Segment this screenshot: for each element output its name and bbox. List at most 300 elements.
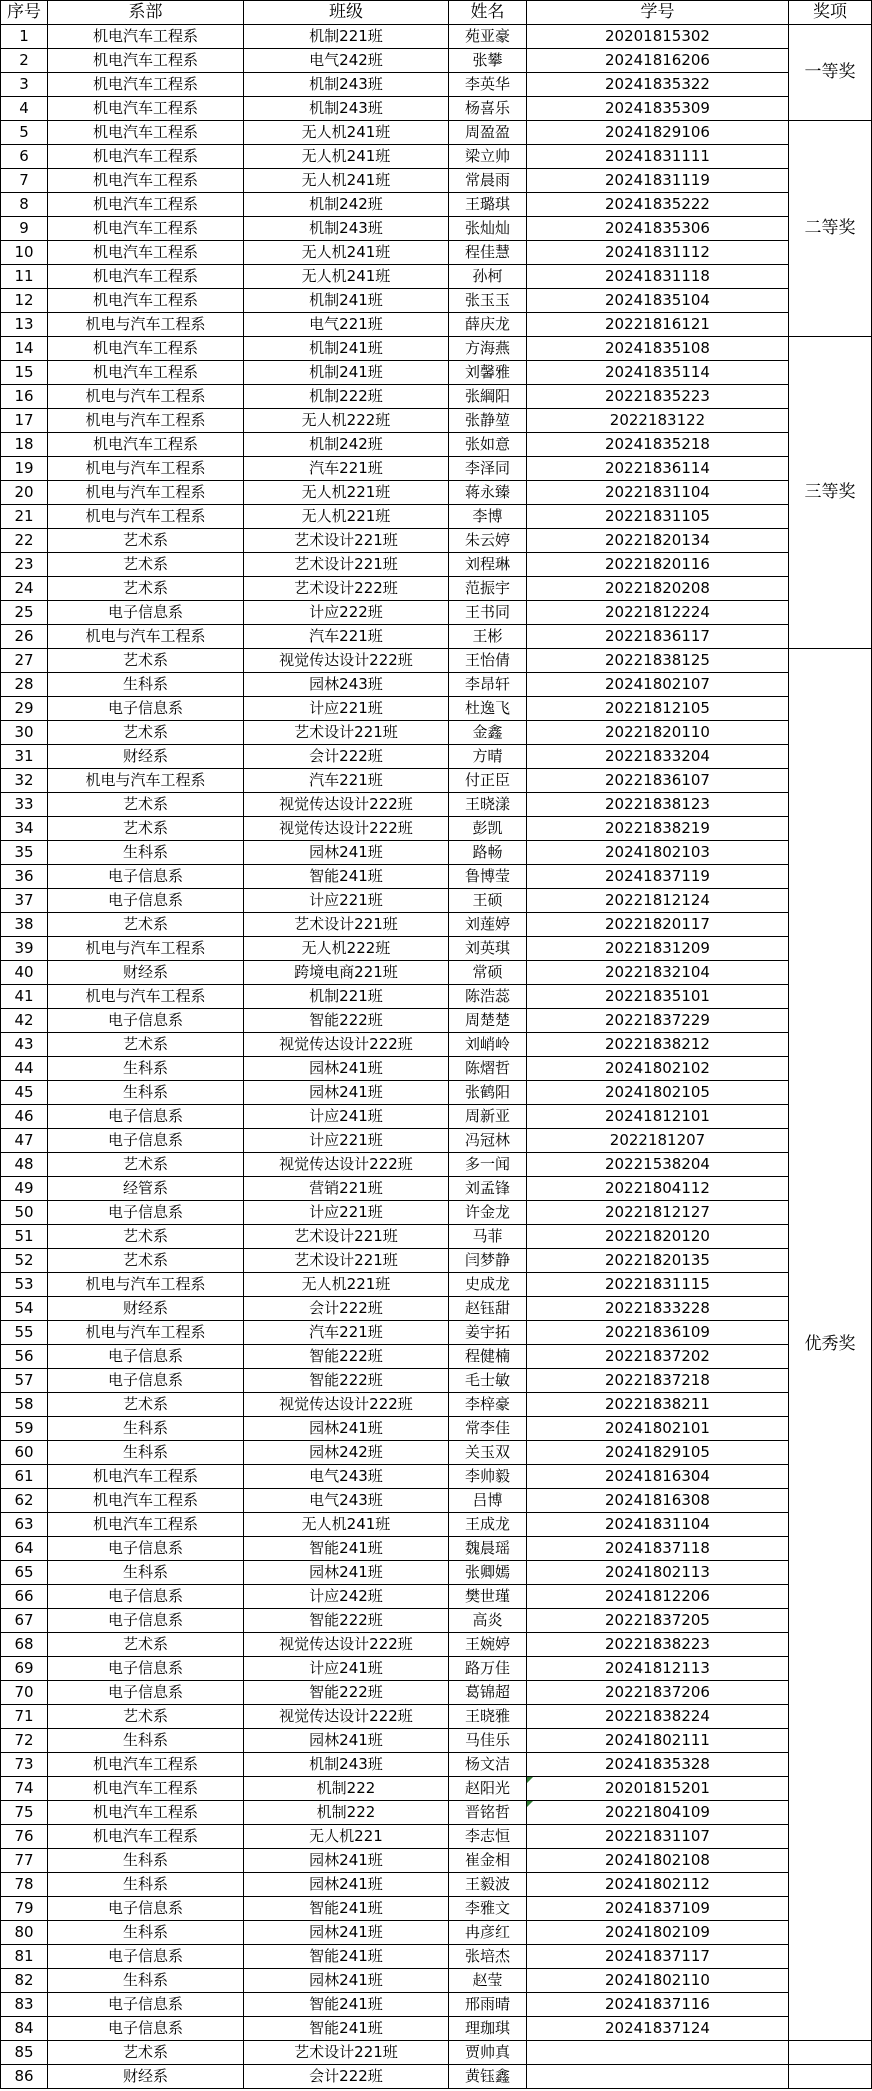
cell-index[interactable]: 24 (1, 577, 48, 601)
cell-class[interactable]: 智能222班 (244, 1681, 449, 1705)
cell-class[interactable]: 视觉传达设计222班 (244, 1633, 449, 1657)
cell-name[interactable]: 李博 (449, 505, 527, 529)
cell-class[interactable]: 园林241班 (244, 1873, 449, 1897)
cell-index[interactable]: 68 (1, 1633, 48, 1657)
cell-sid[interactable]: 20221538204 (527, 1153, 789, 1177)
cell-class[interactable]: 机制243班 (244, 217, 449, 241)
cell-name[interactable]: 张玉玉 (449, 289, 527, 313)
cell-name[interactable]: 贾帅真 (449, 2041, 527, 2065)
cell-sid[interactable]: 20241802108 (527, 1849, 789, 1873)
cell-award[interactable]: 优秀奖 (789, 649, 872, 2041)
cell-name[interactable]: 张卿嫣 (449, 1561, 527, 1585)
cell-department[interactable]: 机电与汽车工程系 (48, 1321, 244, 1345)
cell-name[interactable]: 苑亚豪 (449, 25, 527, 49)
cell-index[interactable]: 45 (1, 1081, 48, 1105)
cell-name[interactable]: 张鹤阳 (449, 1081, 527, 1105)
cell-index[interactable]: 67 (1, 1609, 48, 1633)
cell-class[interactable]: 机制221班 (244, 985, 449, 1009)
cell-department[interactable]: 机电汽车工程系 (48, 217, 244, 241)
cell-class[interactable]: 视觉传达设计222班 (244, 817, 449, 841)
cell-index[interactable]: 29 (1, 697, 48, 721)
cell-department[interactable]: 生科系 (48, 673, 244, 697)
cell-sid[interactable]: 20221836114 (527, 457, 789, 481)
cell-sid[interactable]: 20221820208 (527, 577, 789, 601)
cell-index[interactable]: 77 (1, 1849, 48, 1873)
cell-class[interactable]: 跨境电商221班 (244, 961, 449, 985)
cell-name[interactable]: 王书同 (449, 601, 527, 625)
cell-name[interactable]: 陈熠哲 (449, 1057, 527, 1081)
cell-name[interactable]: 蒋永臻 (449, 481, 527, 505)
header-cell-index[interactable]: 序号 (1, 1, 48, 25)
cell-department[interactable]: 艺术系 (48, 1393, 244, 1417)
cell-sid[interactable]: 2022181207 (527, 1129, 789, 1153)
cell-name[interactable]: 程健楠 (449, 1345, 527, 1369)
cell-sid[interactable]: 20241831111 (527, 145, 789, 169)
cell-class[interactable]: 机制241班 (244, 361, 449, 385)
cell-index[interactable]: 72 (1, 1729, 48, 1753)
cell-sid[interactable]: 20221837229 (527, 1009, 789, 1033)
cell-class[interactable]: 无人机222班 (244, 937, 449, 961)
cell-sid[interactable]: 20221837202 (527, 1345, 789, 1369)
cell-department[interactable]: 电子信息系 (48, 1993, 244, 2017)
cell-name[interactable]: 赵钰甜 (449, 1297, 527, 1321)
cell-sid[interactable]: 20221831107 (527, 1825, 789, 1849)
header-cell-department[interactable]: 系部 (48, 1, 244, 25)
cell-class[interactable]: 艺术设计222班 (244, 577, 449, 601)
cell-department[interactable]: 机电汽车工程系 (48, 1753, 244, 1777)
cell-index[interactable]: 31 (1, 745, 48, 769)
cell-index[interactable]: 58 (1, 1393, 48, 1417)
cell-sid[interactable]: 20221838125 (527, 649, 789, 673)
cell-sid[interactable]: 20241816308 (527, 1489, 789, 1513)
cell-name[interactable]: 李梓豪 (449, 1393, 527, 1417)
cell-class[interactable]: 智能241班 (244, 1897, 449, 1921)
cell-index[interactable]: 59 (1, 1417, 48, 1441)
cell-sid[interactable]: 20221804109 (527, 1801, 789, 1825)
cell-class[interactable]: 机制243班 (244, 97, 449, 121)
cell-name[interactable]: 冉彦红 (449, 1921, 527, 1945)
cell-name[interactable]: 张灿灿 (449, 217, 527, 241)
cell-index[interactable]: 40 (1, 961, 48, 985)
cell-department[interactable]: 机电汽车工程系 (48, 25, 244, 49)
cell-sid[interactable]: 20221831105 (527, 505, 789, 529)
cell-sid[interactable]: 20241812113 (527, 1657, 789, 1681)
cell-index[interactable]: 4 (1, 97, 48, 121)
cell-name[interactable]: 李昂轩 (449, 673, 527, 697)
cell-index[interactable]: 5 (1, 121, 48, 145)
cell-sid[interactable]: 20241837118 (527, 1537, 789, 1561)
cell-index[interactable]: 50 (1, 1201, 48, 1225)
cell-name[interactable]: 闫梦静 (449, 1249, 527, 1273)
cell-class[interactable]: 智能241班 (244, 1993, 449, 2017)
cell-department[interactable]: 电子信息系 (48, 1369, 244, 1393)
cell-index[interactable]: 1 (1, 25, 48, 49)
cell-class[interactable]: 会计222班 (244, 745, 449, 769)
cell-sid[interactable]: 20221820120 (527, 1225, 789, 1249)
cell-class[interactable]: 计应241班 (244, 1105, 449, 1129)
cell-index[interactable]: 53 (1, 1273, 48, 1297)
cell-name[interactable]: 冯冠林 (449, 1129, 527, 1153)
cell-department[interactable]: 机电与汽车工程系 (48, 769, 244, 793)
cell-department[interactable]: 机电汽车工程系 (48, 1489, 244, 1513)
cell-sid[interactable]: 20221832104 (527, 961, 789, 985)
cell-sid[interactable]: 20221836109 (527, 1321, 789, 1345)
cell-name[interactable]: 葛锦超 (449, 1681, 527, 1705)
cell-department[interactable]: 经管系 (48, 1177, 244, 1201)
cell-department[interactable]: 艺术系 (48, 1225, 244, 1249)
cell-class[interactable]: 无人机221班 (244, 1273, 449, 1297)
cell-department[interactable]: 机电与汽车工程系 (48, 937, 244, 961)
cell-index[interactable]: 35 (1, 841, 48, 865)
header-cell-name[interactable]: 姓名 (449, 1, 527, 25)
cell-department[interactable]: 机电汽车工程系 (48, 1513, 244, 1537)
cell-department[interactable]: 艺术系 (48, 529, 244, 553)
cell-sid[interactable] (527, 2041, 789, 2065)
cell-class[interactable]: 园林241班 (244, 1081, 449, 1105)
cell-index[interactable]: 81 (1, 1945, 48, 1969)
cell-class[interactable]: 园林241班 (244, 1561, 449, 1585)
cell-sid[interactable]: 20241812206 (527, 1585, 789, 1609)
cell-class[interactable]: 智能241班 (244, 1537, 449, 1561)
cell-department[interactable]: 财经系 (48, 961, 244, 985)
cell-index[interactable]: 10 (1, 241, 48, 265)
cell-name[interactable]: 杨喜乐 (449, 97, 527, 121)
cell-name[interactable]: 张綱阳 (449, 385, 527, 409)
cell-class[interactable]: 园林241班 (244, 1729, 449, 1753)
cell-name[interactable]: 范振宇 (449, 577, 527, 601)
cell-sid[interactable]: 20241837109 (527, 1897, 789, 1921)
cell-class[interactable]: 机制222班 (244, 385, 449, 409)
cell-department[interactable]: 电子信息系 (48, 1945, 244, 1969)
cell-class[interactable]: 汽车221班 (244, 1321, 449, 1345)
cell-department[interactable]: 艺术系 (48, 1249, 244, 1273)
cell-name[interactable]: 王成龙 (449, 1513, 527, 1537)
cell-department[interactable]: 生科系 (48, 1873, 244, 1897)
cell-department[interactable]: 艺术系 (48, 577, 244, 601)
cell-sid[interactable]: 20221831209 (527, 937, 789, 961)
cell-index[interactable]: 26 (1, 625, 48, 649)
cell-index[interactable]: 7 (1, 169, 48, 193)
cell-index[interactable]: 71 (1, 1705, 48, 1729)
cell-name[interactable]: 刘馨雅 (449, 361, 527, 385)
cell-name[interactable]: 姜宇拓 (449, 1321, 527, 1345)
cell-department[interactable]: 生科系 (48, 1057, 244, 1081)
cell-index[interactable]: 83 (1, 1993, 48, 2017)
cell-class[interactable]: 智能222班 (244, 1369, 449, 1393)
cell-name[interactable]: 路畅 (449, 841, 527, 865)
cell-index[interactable]: 2 (1, 49, 48, 73)
cell-department[interactable]: 机电汽车工程系 (48, 97, 244, 121)
cell-name[interactable]: 王怡倩 (449, 649, 527, 673)
cell-sid[interactable]: 20241812101 (527, 1105, 789, 1129)
cell-sid[interactable]: 20241831118 (527, 265, 789, 289)
cell-department[interactable]: 艺术系 (48, 1153, 244, 1177)
cell-index[interactable]: 64 (1, 1537, 48, 1561)
cell-index[interactable]: 76 (1, 1825, 48, 1849)
cell-index[interactable]: 33 (1, 793, 48, 817)
cell-name[interactable]: 常硕 (449, 961, 527, 985)
cell-name[interactable]: 彭凯 (449, 817, 527, 841)
cell-index[interactable]: 84 (1, 2017, 48, 2041)
cell-department[interactable]: 艺术系 (48, 1633, 244, 1657)
cell-index[interactable]: 78 (1, 1873, 48, 1897)
cell-class[interactable]: 机制241班 (244, 337, 449, 361)
cell-index[interactable]: 54 (1, 1297, 48, 1321)
cell-index[interactable]: 86 (1, 2065, 48, 2089)
cell-sid[interactable]: 20241816304 (527, 1465, 789, 1489)
cell-index[interactable]: 42 (1, 1009, 48, 1033)
cell-index[interactable]: 75 (1, 1801, 48, 1825)
cell-class[interactable]: 视觉传达设计222班 (244, 1705, 449, 1729)
cell-index[interactable]: 14 (1, 337, 48, 361)
cell-department[interactable]: 机电汽车工程系 (48, 289, 244, 313)
cell-name[interactable]: 王毅波 (449, 1873, 527, 1897)
cell-class[interactable]: 视觉传达设计222班 (244, 1033, 449, 1057)
cell-name[interactable]: 金鑫 (449, 721, 527, 745)
cell-class[interactable]: 汽车221班 (244, 625, 449, 649)
cell-index[interactable]: 22 (1, 529, 48, 553)
cell-class[interactable]: 艺术设计221班 (244, 1225, 449, 1249)
cell-sid[interactable]: 20241837124 (527, 2017, 789, 2041)
cell-class[interactable]: 汽车221班 (244, 769, 449, 793)
cell-department[interactable]: 机电汽车工程系 (48, 193, 244, 217)
cell-sid[interactable]: 20241802103 (527, 841, 789, 865)
cell-class[interactable]: 无人机222班 (244, 409, 449, 433)
cell-sid[interactable]: 20241802107 (527, 673, 789, 697)
cell-department[interactable]: 机电汽车工程系 (48, 241, 244, 265)
cell-department[interactable]: 生科系 (48, 1969, 244, 1993)
cell-class[interactable]: 无人机221班 (244, 505, 449, 529)
cell-sid[interactable]: 20221838211 (527, 1393, 789, 1417)
cell-name[interactable]: 杜逸飞 (449, 697, 527, 721)
cell-class[interactable]: 无人机241班 (244, 145, 449, 169)
cell-class[interactable]: 园林242班 (244, 1441, 449, 1465)
cell-name[interactable]: 李英华 (449, 73, 527, 97)
cell-class[interactable]: 机制243班 (244, 73, 449, 97)
cell-index[interactable]: 8 (1, 193, 48, 217)
cell-sid[interactable]: 20221838224 (527, 1705, 789, 1729)
cell-sid[interactable]: 20221837206 (527, 1681, 789, 1705)
cell-name[interactable]: 常晨雨 (449, 169, 527, 193)
cell-name[interactable]: 多一闻 (449, 1153, 527, 1177)
cell-name[interactable]: 常李佳 (449, 1417, 527, 1441)
cell-class[interactable]: 机制222 (244, 1777, 449, 1801)
cell-name[interactable]: 崔金相 (449, 1849, 527, 1873)
cell-name[interactable]: 李泽同 (449, 457, 527, 481)
cell-department[interactable]: 机电与汽车工程系 (48, 1273, 244, 1297)
cell-name[interactable]: 理珈琪 (449, 2017, 527, 2041)
cell-department[interactable]: 生科系 (48, 1561, 244, 1585)
cell-name[interactable]: 鲁博莹 (449, 865, 527, 889)
cell-department[interactable]: 机电与汽车工程系 (48, 625, 244, 649)
header-cell-award[interactable]: 奖项 (789, 1, 872, 25)
cell-sid[interactable]: 20221816121 (527, 313, 789, 337)
cell-sid[interactable]: 20221820134 (527, 529, 789, 553)
cell-class[interactable]: 视觉传达设计222班 (244, 649, 449, 673)
cell-class[interactable]: 视觉传达设计222班 (244, 793, 449, 817)
cell-name[interactable]: 路万佳 (449, 1657, 527, 1681)
cell-sid[interactable]: 20221812105 (527, 697, 789, 721)
cell-sid[interactable]: 20241835328 (527, 1753, 789, 1777)
cell-sid[interactable]: 20241802112 (527, 1873, 789, 1897)
cell-department[interactable]: 机电汽车工程系 (48, 1777, 244, 1801)
cell-index[interactable]: 16 (1, 385, 48, 409)
cell-award[interactable]: 三等奖 (789, 337, 872, 649)
cell-sid[interactable]: 20201815201 (527, 1777, 789, 1801)
cell-index[interactable]: 30 (1, 721, 48, 745)
cell-class[interactable]: 机制242班 (244, 193, 449, 217)
cell-sid[interactable]: 20221838219 (527, 817, 789, 841)
cell-index[interactable]: 18 (1, 433, 48, 457)
cell-index[interactable]: 80 (1, 1921, 48, 1945)
cell-class[interactable]: 艺术设计221班 (244, 2041, 449, 2065)
cell-index[interactable]: 19 (1, 457, 48, 481)
cell-sid[interactable]: 20241835322 (527, 73, 789, 97)
cell-index[interactable]: 41 (1, 985, 48, 1009)
cell-department[interactable]: 艺术系 (48, 553, 244, 577)
cell-name[interactable]: 孙柯 (449, 265, 527, 289)
cell-index[interactable]: 3 (1, 73, 48, 97)
cell-name[interactable]: 刘孟锋 (449, 1177, 527, 1201)
cell-index[interactable]: 39 (1, 937, 48, 961)
cell-department[interactable]: 艺术系 (48, 649, 244, 673)
cell-department[interactable]: 艺术系 (48, 793, 244, 817)
cell-class[interactable]: 园林241班 (244, 1417, 449, 1441)
cell-department[interactable]: 财经系 (48, 1297, 244, 1321)
cell-sid[interactable]: 20221833204 (527, 745, 789, 769)
cell-name[interactable]: 关玉双 (449, 1441, 527, 1465)
cell-class[interactable]: 汽车221班 (244, 457, 449, 481)
cell-department[interactable]: 机电汽车工程系 (48, 337, 244, 361)
cell-class[interactable]: 计应221班 (244, 889, 449, 913)
cell-sid[interactable]: 20241835108 (527, 337, 789, 361)
cell-index[interactable]: 34 (1, 817, 48, 841)
cell-name[interactable]: 王晓雅 (449, 1705, 527, 1729)
cell-sid[interactable]: 2022183122 (527, 409, 789, 433)
cell-sid[interactable]: 20241829106 (527, 121, 789, 145)
cell-department[interactable]: 电子信息系 (48, 1657, 244, 1681)
cell-department[interactable]: 电子信息系 (48, 1009, 244, 1033)
cell-sid[interactable]: 20241835114 (527, 361, 789, 385)
cell-department[interactable]: 机电汽车工程系 (48, 49, 244, 73)
cell-department[interactable]: 机电汽车工程系 (48, 1465, 244, 1489)
cell-name[interactable]: 魏晨瑶 (449, 1537, 527, 1561)
cell-sid[interactable]: 20221836117 (527, 625, 789, 649)
cell-name[interactable]: 赵莹 (449, 1969, 527, 1993)
cell-sid[interactable]: 20201815302 (527, 25, 789, 49)
cell-index[interactable]: 20 (1, 481, 48, 505)
cell-sid[interactable]: 20241829105 (527, 1441, 789, 1465)
cell-name[interactable]: 王晓漾 (449, 793, 527, 817)
cell-index[interactable]: 74 (1, 1777, 48, 1801)
cell-name[interactable]: 李帅毅 (449, 1465, 527, 1489)
cell-sid[interactable]: 20241802110 (527, 1969, 789, 1993)
cell-class[interactable]: 会计222班 (244, 1297, 449, 1321)
cell-department[interactable]: 电子信息系 (48, 1681, 244, 1705)
cell-department[interactable]: 艺术系 (48, 817, 244, 841)
cell-name[interactable]: 邢雨晴 (449, 1993, 527, 2017)
cell-name[interactable]: 王硕 (449, 889, 527, 913)
cell-class[interactable]: 园林241班 (244, 1849, 449, 1873)
cell-name[interactable]: 张静堃 (449, 409, 527, 433)
cell-sid[interactable]: 20221831115 (527, 1273, 789, 1297)
cell-sid[interactable]: 20221836107 (527, 769, 789, 793)
cell-index[interactable]: 79 (1, 1897, 48, 1921)
cell-class[interactable]: 智能222班 (244, 1609, 449, 1633)
cell-sid[interactable]: 20241802102 (527, 1057, 789, 1081)
cell-sid[interactable]: 20241835222 (527, 193, 789, 217)
cell-award[interactable] (789, 2065, 872, 2089)
cell-name[interactable]: 周新亚 (449, 1105, 527, 1129)
cell-name[interactable]: 张攀 (449, 49, 527, 73)
cell-class[interactable]: 机制222 (244, 1801, 449, 1825)
cell-department[interactable]: 生科系 (48, 1729, 244, 1753)
cell-name[interactable]: 薛庆龙 (449, 313, 527, 337)
cell-sid[interactable]: 20221837218 (527, 1369, 789, 1393)
cell-class[interactable]: 艺术设计221班 (244, 553, 449, 577)
cell-sid[interactable]: 20241837119 (527, 865, 789, 889)
cell-department[interactable]: 电子信息系 (48, 2017, 244, 2041)
cell-name[interactable]: 高炎 (449, 1609, 527, 1633)
cell-department[interactable]: 机电与汽车工程系 (48, 313, 244, 337)
cell-class[interactable]: 机制241班 (244, 289, 449, 313)
cell-department[interactable]: 电子信息系 (48, 1585, 244, 1609)
cell-class[interactable]: 电气243班 (244, 1489, 449, 1513)
cell-class[interactable]: 无人机221班 (244, 481, 449, 505)
cell-sid[interactable]: 20241816206 (527, 49, 789, 73)
cell-index[interactable]: 49 (1, 1177, 48, 1201)
cell-department[interactable]: 机电汽车工程系 (48, 1825, 244, 1849)
cell-index[interactable]: 25 (1, 601, 48, 625)
cell-name[interactable]: 王彬 (449, 625, 527, 649)
cell-department[interactable]: 电子信息系 (48, 865, 244, 889)
cell-name[interactable]: 张如意 (449, 433, 527, 457)
cell-class[interactable]: 园林241班 (244, 1921, 449, 1945)
cell-class[interactable]: 艺术设计221班 (244, 721, 449, 745)
cell-sid[interactable]: 20221820135 (527, 1249, 789, 1273)
cell-department[interactable]: 机电与汽车工程系 (48, 409, 244, 433)
cell-department[interactable]: 财经系 (48, 2065, 244, 2089)
cell-sid[interactable]: 20241831119 (527, 169, 789, 193)
cell-class[interactable]: 计应221班 (244, 697, 449, 721)
cell-department[interactable]: 机电与汽车工程系 (48, 385, 244, 409)
cell-class[interactable]: 园林241班 (244, 1057, 449, 1081)
cell-index[interactable]: 51 (1, 1225, 48, 1249)
cell-name[interactable]: 刘峭岭 (449, 1033, 527, 1057)
cell-department[interactable]: 电子信息系 (48, 697, 244, 721)
cell-department[interactable]: 艺术系 (48, 1033, 244, 1057)
cell-department[interactable]: 电子信息系 (48, 1129, 244, 1153)
cell-department[interactable]: 生科系 (48, 1081, 244, 1105)
cell-department[interactable]: 生科系 (48, 1441, 244, 1465)
cell-sid[interactable]: 20241802105 (527, 1081, 789, 1105)
cell-name[interactable]: 杨文洁 (449, 1753, 527, 1777)
cell-index[interactable]: 12 (1, 289, 48, 313)
cell-sid[interactable]: 20241831104 (527, 1513, 789, 1537)
cell-department[interactable]: 电子信息系 (48, 1537, 244, 1561)
cell-index[interactable]: 73 (1, 1753, 48, 1777)
cell-name[interactable]: 刘程琳 (449, 553, 527, 577)
cell-class[interactable]: 无人机241班 (244, 169, 449, 193)
cell-index[interactable]: 85 (1, 2041, 48, 2065)
cell-sid[interactable]: 20241835309 (527, 97, 789, 121)
cell-department[interactable]: 生科系 (48, 1417, 244, 1441)
cell-sid[interactable]: 20221835223 (527, 385, 789, 409)
cell-index[interactable]: 62 (1, 1489, 48, 1513)
cell-department[interactable]: 机电汽车工程系 (48, 145, 244, 169)
cell-name[interactable]: 刘英琪 (449, 937, 527, 961)
cell-department[interactable]: 机电汽车工程系 (48, 265, 244, 289)
